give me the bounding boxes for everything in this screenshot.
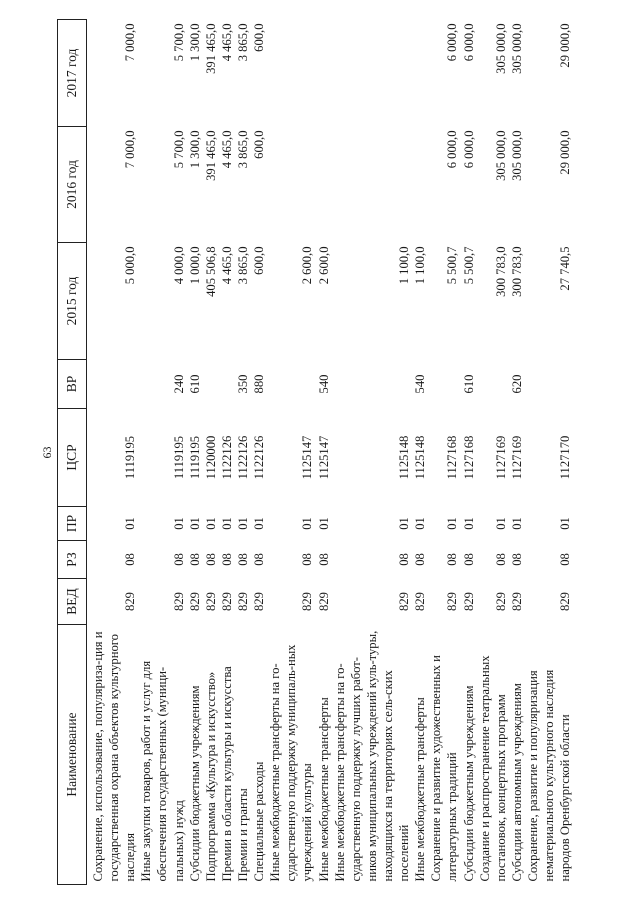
cell-vr: 610 — [461, 374, 476, 394]
table-row — [138, 20, 186, 885]
cell-name: Иные межбюджетные трансферты — [316, 697, 331, 882]
cell-rz: 08 — [493, 553, 508, 566]
cell-rz: 08 — [235, 553, 250, 566]
cell-csr: 1122126 — [219, 435, 234, 480]
table-row — [509, 20, 525, 885]
cell-y2017: 1 300,0 — [187, 23, 202, 62]
cell-y2017: 6 000,0 — [445, 23, 460, 62]
cell-csr: 1125148 — [397, 435, 412, 480]
table-body — [87, 20, 574, 885]
cell-name: Сохранение и развитие художественных и литературных традиций — [429, 655, 460, 882]
cell-y2015: 1 000,0 — [187, 246, 202, 285]
cell-y2017: 600,0 — [252, 23, 267, 52]
cell-vr: 540 — [413, 374, 428, 394]
cell-rz: 08 — [203, 553, 218, 566]
cell-vr — [332, 360, 413, 409]
cell-pr: 01 — [219, 517, 234, 530]
cell-pr: 01 — [123, 517, 138, 530]
cell-name: Иные закупки товаров, работ и услуг для обеспечения государственных (муници-пальных) нужд — [139, 660, 186, 882]
cell-pr: 01 — [397, 517, 412, 530]
cell-pr: 01 — [171, 517, 186, 530]
cell-csr: 1127168 — [445, 435, 460, 480]
cell-y2016: 3 865,0 — [235, 130, 250, 169]
cell-rz: 08 — [187, 553, 202, 566]
cell-ved: 829 — [123, 592, 138, 611]
cell-y2015: 4 000,0 — [171, 246, 186, 285]
cell-y2016: 5 700,0 — [171, 130, 186, 169]
cell-vr — [525, 360, 573, 409]
cell-y2017 — [316, 20, 332, 127]
cell-y2015: 300 783,0 — [493, 246, 508, 297]
table-header-row — [58, 20, 87, 885]
cell-vr — [219, 360, 235, 409]
cell-y2015: 600,0 — [252, 246, 267, 275]
cell-name: Иные межбюджетные трансферты на го-сударственную поддержку лучших работ-ников муниципальных учреждений куль-туры, находящихся на территориях сель-ских поселений — [332, 630, 412, 882]
cell-y2017: 29 000,0 — [558, 23, 573, 68]
cell-csr: 1127169 — [509, 435, 524, 480]
cell-vr — [203, 360, 219, 409]
cell-vr — [428, 360, 460, 409]
table-row — [412, 20, 428, 885]
table-row — [525, 20, 573, 885]
cell-rz: 08 — [509, 553, 524, 566]
cell-ved: 829 — [397, 592, 412, 611]
cell-y2017 — [412, 20, 428, 127]
cell-rz: 08 — [123, 553, 138, 566]
cell-rz: 08 — [445, 553, 460, 566]
cell-ved: 829 — [316, 592, 331, 611]
cell-ved: 829 — [235, 592, 250, 611]
table-row — [187, 20, 203, 885]
cell-vr: 880 — [252, 374, 267, 394]
cell-pr: 01 — [300, 517, 315, 530]
cell-ved: 829 — [445, 592, 460, 611]
cell-y2015: 2 600,0 — [316, 246, 331, 285]
cell-y2015: 5 500,7 — [445, 246, 460, 285]
table-row — [203, 20, 219, 885]
cell-vr: 620 — [509, 374, 524, 394]
cell-pr: 01 — [203, 517, 218, 530]
cell-y2016 — [412, 127, 428, 243]
cell-vr — [267, 360, 315, 409]
cell-rz: 08 — [171, 553, 186, 566]
header-2015: 2015 год — [58, 243, 87, 360]
cell-rz: 08 — [252, 553, 267, 566]
table-row — [267, 20, 315, 885]
cell-ved: 829 — [493, 592, 508, 611]
cell-csr: 1119195 — [123, 435, 138, 480]
cell-ved: 829 — [461, 592, 476, 611]
table-row — [461, 20, 477, 885]
cell-name: Субсидии бюджетным учреждениям — [187, 685, 202, 882]
cell-name: Специальные расходы — [252, 761, 267, 882]
cell-y2017: 391 465,0 — [203, 23, 218, 74]
cell-y2015: 4 465,0 — [219, 246, 234, 285]
cell-y2016: 4 465,0 — [219, 130, 234, 169]
cell-pr: 01 — [493, 517, 508, 530]
cell-ved: 829 — [171, 592, 186, 611]
cell-y2017 — [267, 20, 315, 127]
cell-csr: 1120000 — [203, 435, 218, 480]
cell-name: Сохранение, использование, популяриза-ция и государственная охрана объектов культурного наследия — [91, 631, 138, 882]
header-ved: ВЕД — [58, 579, 87, 625]
cell-name: Премии в области культуры и искусства — [219, 666, 234, 882]
cell-y2016: 1 300,0 — [187, 130, 202, 169]
cell-y2016 — [267, 127, 315, 243]
cell-y2015: 2 600,0 — [300, 246, 315, 285]
cell-ved: 829 — [300, 592, 315, 611]
cell-ved: 829 — [558, 592, 573, 611]
table-row — [219, 20, 235, 885]
rotated-page — [40, 20, 600, 885]
cell-ved: 829 — [187, 592, 202, 611]
header-pr: ПР — [58, 507, 87, 541]
table-row — [332, 20, 413, 885]
cell-rz: 08 — [300, 553, 315, 566]
cell-csr: 1119195 — [171, 435, 186, 480]
cell-y2017: 6 000,0 — [461, 23, 476, 62]
header-name: Наименование — [58, 625, 87, 885]
cell-ved: 829 — [219, 592, 234, 611]
cell-y2015: 27 740,5 — [558, 246, 573, 291]
cell-y2016: 305 000,0 — [509, 130, 524, 181]
cell-y2016: 6 000,0 — [461, 130, 476, 169]
cell-y2017 — [332, 20, 413, 127]
cell-y2016: 305 000,0 — [493, 130, 508, 181]
cell-pr: 01 — [461, 517, 476, 530]
cell-y2016: 7 000,0 — [123, 130, 138, 169]
cell-name: Иные межбюджетные трансферты — [413, 697, 428, 882]
cell-name: Подпрограмма «Культура и искусство» — [203, 671, 218, 882]
table-row — [428, 20, 460, 885]
cell-y2017: 5 700,0 — [171, 23, 186, 62]
cell-pr: 01 — [252, 517, 267, 530]
cell-csr: 1125147 — [300, 435, 315, 480]
cell-name: Премии и гранты — [235, 788, 250, 882]
cell-y2016: 391 465,0 — [203, 130, 218, 181]
cell-pr: 01 — [509, 517, 524, 530]
cell-ved: 829 — [252, 592, 267, 611]
cell-y2015: 1 100,0 — [413, 246, 428, 285]
cell-y2015: 3 865,0 — [235, 246, 250, 285]
header-vr: ВР — [58, 360, 87, 409]
cell-pr: 01 — [445, 517, 460, 530]
cell-name: Иные межбюджетные трансферты на го-сударственную поддержку муниципаль-ных учреждений культуры — [268, 644, 315, 882]
table-row — [316, 20, 332, 885]
budget-table — [57, 19, 573, 885]
cell-y2015: 5 500,7 — [461, 246, 476, 285]
header-csr: ЦСР — [58, 409, 87, 507]
cell-name: Субсидии автономным учреждениям — [509, 683, 524, 882]
cell-csr: 1127168 — [461, 435, 476, 480]
cell-rz: 08 — [413, 553, 428, 566]
cell-csr: 1122126 — [252, 435, 267, 480]
cell-name: Создание и распространение театральных постановок, концертных программ — [477, 655, 508, 882]
cell-pr: 01 — [558, 517, 573, 530]
cell-vr: 240 — [171, 374, 186, 394]
table-row — [87, 20, 139, 885]
cell-csr: 1125148 — [413, 435, 428, 480]
cell-y2015: 405 506,8 — [203, 246, 218, 297]
cell-y2016 — [332, 127, 413, 243]
table-row — [477, 20, 509, 885]
page-number: 63 — [40, 446, 54, 459]
cell-y2017: 3 865,0 — [235, 23, 250, 62]
cell-ved: 829 — [203, 592, 218, 611]
cell-rz: 08 — [461, 553, 476, 566]
cell-name: Субсидии бюджетным учреждениям — [461, 685, 476, 882]
cell-csr: 1119195 — [187, 435, 202, 480]
cell-ved: 829 — [509, 592, 524, 611]
header-2017: 2017 год — [58, 20, 87, 127]
cell-vr: 540 — [316, 374, 331, 394]
cell-csr: 1125147 — [316, 435, 331, 480]
cell-y2017: 305 000,0 — [509, 23, 524, 74]
cell-y2016: 600,0 — [252, 130, 267, 159]
cell-name: Сохранение, развитие и популяризация нематериального культурного наследия народов Оренбургской области — [525, 669, 573, 882]
cell-pr: 01 — [235, 517, 250, 530]
cell-y2016 — [316, 127, 332, 243]
cell-y2015: 300 783,0 — [509, 246, 524, 297]
header-rz: РЗ — [58, 541, 87, 579]
cell-csr: 1127170 — [558, 435, 573, 480]
cell-pr: 01 — [316, 517, 331, 530]
cell-csr: 1122126 — [235, 435, 250, 480]
cell-y2015: 5 000,0 — [123, 246, 138, 285]
cell-pr: 01 — [413, 517, 428, 530]
cell-y2016: 29 000,0 — [558, 130, 573, 175]
cell-ved: 829 — [413, 592, 428, 611]
cell-rz: 08 — [558, 553, 573, 566]
cell-csr: 1127169 — [493, 435, 508, 480]
cell-vr: 610 — [187, 374, 202, 394]
cell-vr: 350 — [235, 374, 250, 394]
cell-y2017: 7 000,0 — [123, 23, 138, 62]
cell-y2016: 6 000,0 — [445, 130, 460, 169]
cell-vr — [477, 360, 509, 409]
table-row — [251, 20, 267, 885]
cell-y2015: 1 100,0 — [397, 246, 412, 285]
cell-rz: 08 — [316, 553, 331, 566]
cell-vr — [87, 360, 139, 409]
cell-rz: 08 — [219, 553, 234, 566]
cell-y2017: 305 000,0 — [493, 23, 508, 74]
cell-pr: 01 — [187, 517, 202, 530]
header-2016: 2016 год — [58, 127, 87, 243]
cell-y2017: 4 465,0 — [219, 23, 234, 62]
table-row — [235, 20, 251, 885]
cell-rz: 08 — [397, 553, 412, 566]
